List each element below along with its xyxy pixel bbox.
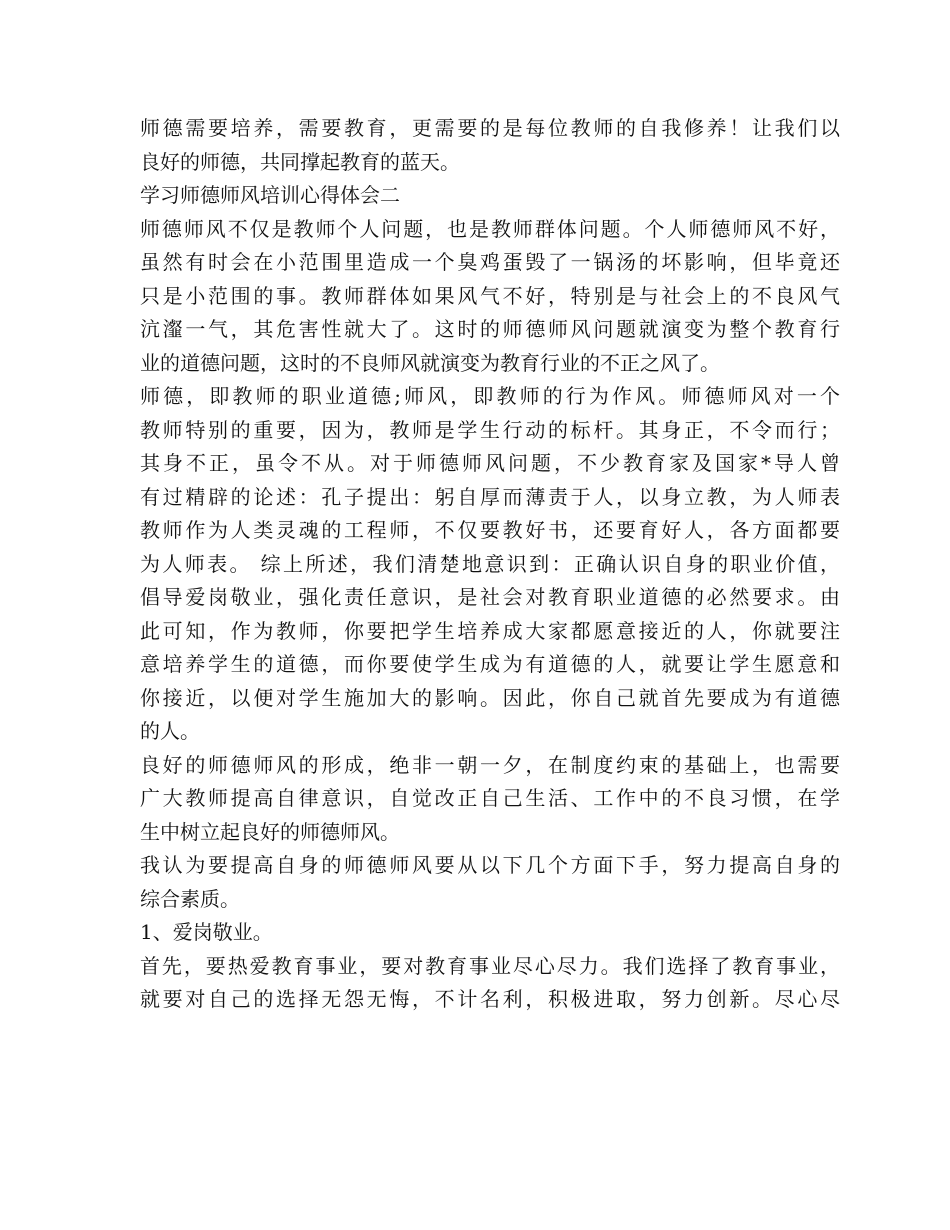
text-line: 综合素质。 bbox=[140, 886, 240, 911]
text-line: 沆瀣一气，其危害性就大了。这时的师德师风问题就演变为整个教育行 bbox=[140, 317, 840, 341]
text-line: 良好的师德，共同撑起教育的蓝天。 bbox=[140, 149, 460, 174]
text-line: 业的道德问题，这时的不良师风就演变为教育行业的不正之风了。 bbox=[140, 350, 720, 375]
text-line: 倡导爱岗敬业，强化责任意识，是社会对教育职业道德的必然要求。由 bbox=[140, 585, 840, 609]
text-line: 只是小范围的事。教师群体如果风气不好，特别是与社会上的不良风气 bbox=[140, 283, 840, 308]
text-line: 意培养学生的道德，而你要使学生成为有道德的人，就要让学生愿意和 bbox=[140, 652, 840, 676]
text-line: 教师特别的重要，因为，教师是学生行动的标杆。其身正，不令而行； bbox=[140, 417, 840, 442]
text-line: 师德师风不仅是教师个人问题，也是教师群体问题。个人师德师风不好， bbox=[140, 216, 840, 241]
section-heading: 学习师德师风培训心得体会二 bbox=[140, 183, 400, 207]
text-line: 我认为要提高自身的师德师风要从以下几个方面下手，努力提高自身的 bbox=[140, 853, 840, 877]
text-line: 为人师表。 综上所述，我们清楚地意识到：正确认识自身的职业价值， bbox=[140, 551, 840, 576]
list-heading: 1、爱岗敬业。 bbox=[140, 920, 273, 944]
text-line: 教师作为人类灵魂的工程师，不仅要教好书，还要育好人，各方面都要 bbox=[140, 518, 840, 542]
document-body bbox=[140, 112, 840, 1017]
text-line: 其身不正，虽令不从。对于师德师风问题，不少教育家及国家*导人曾 bbox=[140, 451, 840, 475]
text-line: 师德需要培养，需要教育，更需要的是每位教师的自我修养！让我们以 bbox=[140, 116, 840, 140]
text-line: 广大教师提高自律意识，自觉改正自己生活、工作中的不良习惯，在学 bbox=[140, 786, 840, 810]
text-line: 此可知，作为教师，你要把学生培养成大家都愿意接近的人，你就要注 bbox=[140, 618, 840, 643]
text-line: 有过精辟的论述：孔子提出：躬自厚而薄责于人，以身立教，为人师表 bbox=[140, 484, 840, 509]
text-line: 的人。 bbox=[140, 719, 200, 743]
text-line: 虽然有时会在小范围里造成一个臭鸡蛋毁了一锅汤的坏影响，但毕竟还 bbox=[140, 250, 840, 274]
text-line: 师德，即教师的职业道德;师风，即教师的行为作风。师德师风对一个 bbox=[140, 384, 840, 408]
text-line: 首先，要热爱教育事业，要对教育事业尽心尽力。我们选择了教育事业， bbox=[140, 953, 840, 978]
text-line: 良好的师德师风的形成，绝非一朝一夕，在制度约束的基础上，也需要 bbox=[140, 752, 840, 777]
text-line: 你接近，以便对学生施加大的影响。因此，你自己就首先要成为有道德 bbox=[140, 685, 840, 710]
text-line: 就要对自己的选择无怨无悔，不计名利，积极进取，努力创新。尽心尽 bbox=[140, 987, 840, 1011]
text-line: 生中树立起良好的师德师风。 bbox=[140, 819, 400, 844]
